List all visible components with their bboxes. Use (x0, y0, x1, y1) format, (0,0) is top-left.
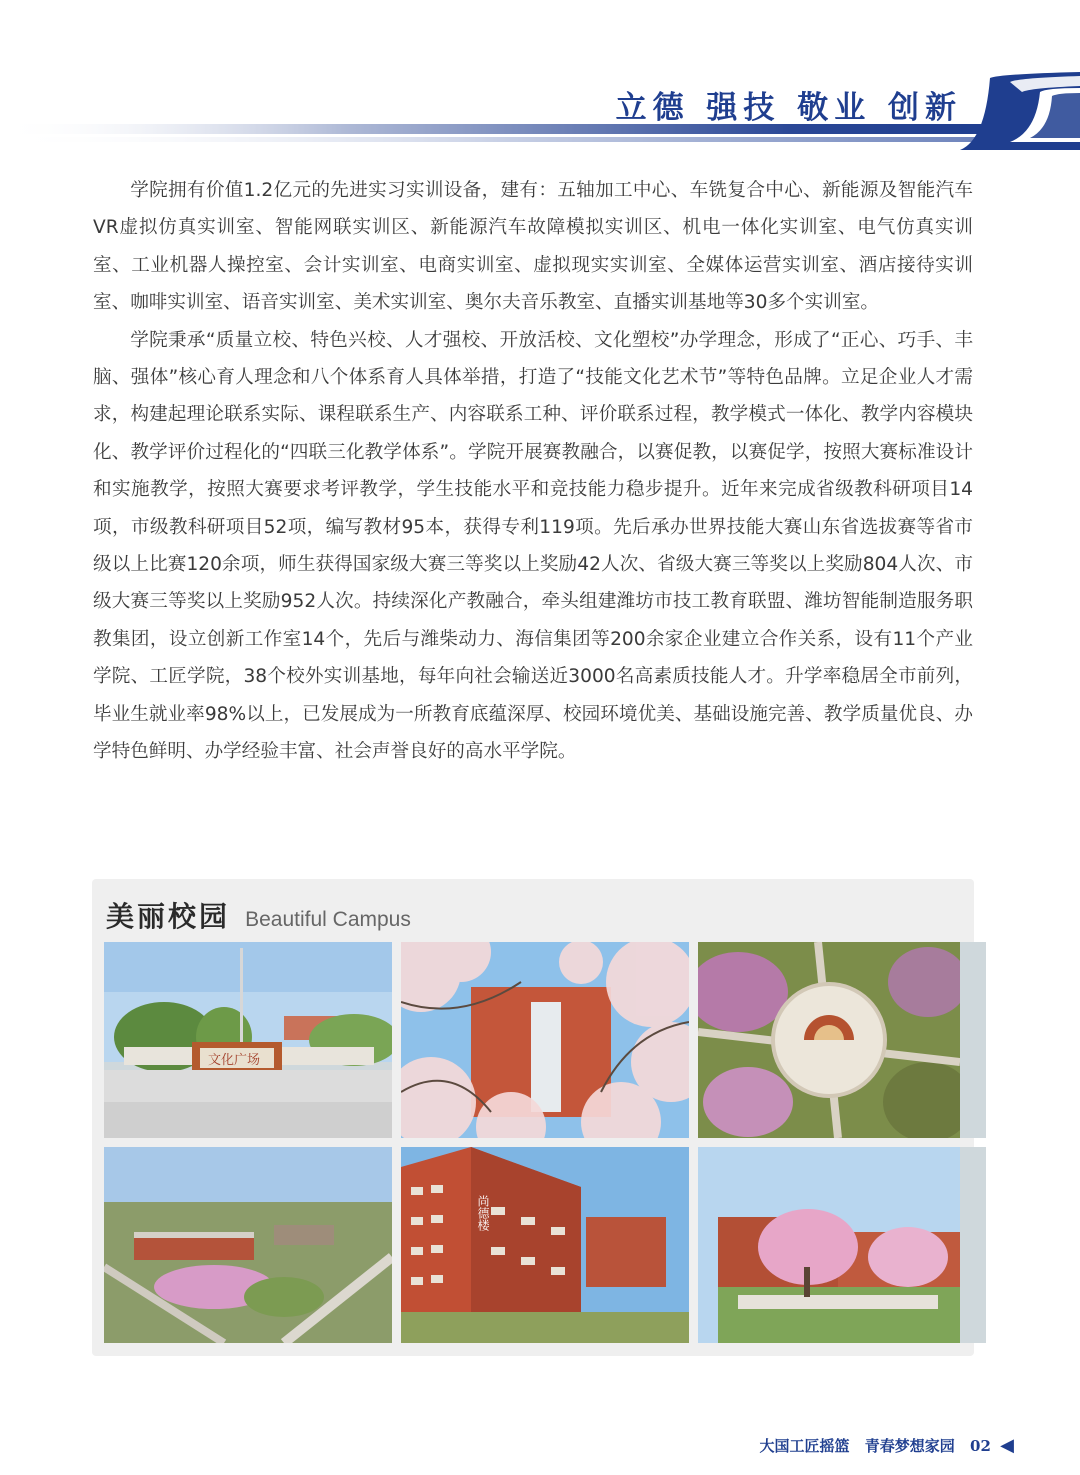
motto-heading: 立德 强技 敬业 创新 (615, 90, 962, 126)
gallery-title-en: Beautiful Campus (245, 908, 411, 931)
photo-aerial-campus (104, 1147, 392, 1343)
triangle-left-icon: ◀ (1000, 1435, 1014, 1456)
footer-slogan-1: 大国工匠摇篮 (759, 1437, 850, 1455)
page-header (0, 0, 1080, 160)
building-name-text: 尚德楼 (476, 1195, 490, 1231)
body-text (93, 172, 973, 771)
photo-shangde-building (401, 1147, 689, 1343)
gallery-title (106, 895, 411, 935)
paragraph-facilities: 学院拥有价值1.2亿元的先进实习实训设备，建有：五轴加工中心、车铣复合中心、新能源及智能汽车VR虚拟仿真实训室、智能网联实训区、新能源汽车故障模拟实训区、机电一体化实训室、电气仿真实训室、工业机器人操控室、会计实训室、电商实训室、虚拟现实实训室、全媒体运营实训室、酒店接待实训室、咖啡实训室、语音实训室、美术实训室、奥尔夫音乐教室、直播实训基地等30多个实训室。 (93, 180, 973, 314)
gallery-title-cn: 美丽校园 (106, 900, 231, 933)
paragraph-philosophy: 学院秉承“质量立校、特色兴校、人才强校、开放活校、文化塑校”办学理念，形成了“正心、巧手、丰脑、强体”核心育人理念和八个体系育人具体举措，打造了“技能文化艺术节”等特色品牌。立足企业人才需求，构建起理论联系实际、课程联系生产、内容联系工种、评价联系过程，教学模式一体化、教学内容模块化、教学评价过程化的“四联三化教学体系”。学院开展赛教融合，以赛促教，以赛促学，按照大赛标准设计和实施教学，按照大赛要求考评教学，学生技能水平和竞技能力稳步提升。近年来完成省级教科研项目14项，市级教科研项目52项，编写教材95本，获得专利119项。先后承办世界技能大赛山东省选拔赛等省市级以上比赛120余项，师生获得国家级大赛三等奖以上奖励42人次、省级大赛三等奖以上奖励804人次、市级大赛三等奖以上奖励952人次。持续深化产教融合，牵头组建潍坊市技工教育联盟、潍坊智能制造服务职教集团，设立创新工作室14个，先后与潍柴动力、海信集团等200余家企业建立合作关系，设有11个产业学院、工匠学院，38个校外实训基地，每年向社会输送近3000名高素质技能人才。升学率稳居全市前列，毕业生就业率98%以上，已发展成为一所教育底蕴深厚、校园环境优美、基础设施完善、教学质量优良、办学特色鲜明、办学经验丰富、社会声誉良好的高水平学院。 (93, 329, 973, 763)
photo-aerial-plaza (698, 942, 986, 1138)
photo-culture-plaza (104, 942, 392, 1138)
photo-building-blossoms (401, 942, 689, 1138)
photo-blossom-tree (698, 1147, 986, 1343)
plaza-sign-text: 文化广场 (208, 1053, 261, 1068)
footer-slogan-2: 青春梦想家园 (864, 1437, 955, 1455)
campus-gallery (92, 879, 974, 1356)
page-number: 02 (970, 1437, 991, 1455)
header-banner-graphic (0, 0, 1080, 160)
page-footer (750, 1435, 1014, 1456)
